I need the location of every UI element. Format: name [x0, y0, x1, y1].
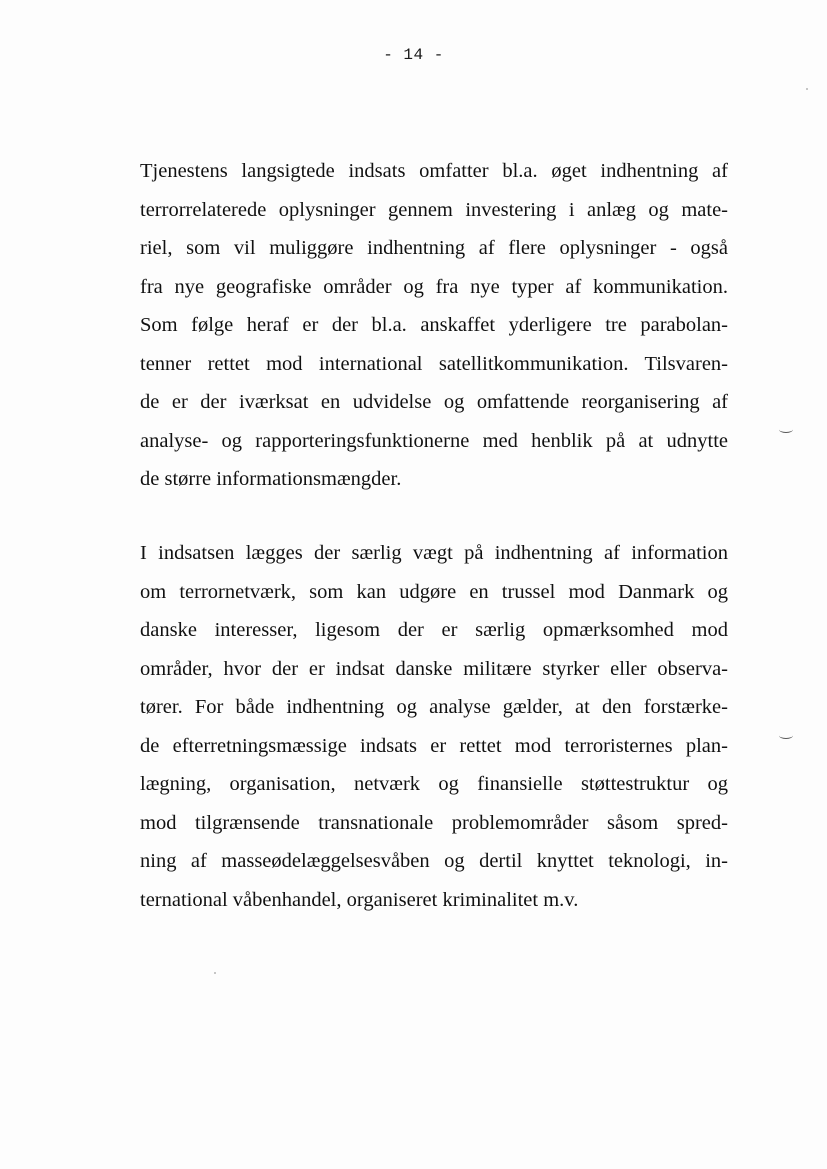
- page-number: - 14 -: [383, 46, 444, 64]
- margin-scan-mark: [779, 732, 793, 739]
- text-line: fra nye geografiske områder og fra nye typer af kommunikation.: [140, 275, 728, 298]
- text-line: ning af masseødelæggelsesvåben og dertil knyttet teknologi, in-: [140, 850, 728, 872]
- text-line: de er der iværksat en udvidelse og omfattende reorganisering af: [140, 391, 728, 413]
- text-line: ternational våbenhandel, organiseret kriminalitet m.v.: [140, 888, 579, 911]
- scan-speck: [214, 972, 216, 974]
- text-line: mod tilgrænsende transnationale problemområder såsom spred-: [140, 811, 728, 834]
- margin-scan-mark: [779, 426, 793, 433]
- text-line: tenner rettet mod international satellitkommunikation. Tilsvaren-: [140, 352, 728, 375]
- paragraph-1: [140, 152, 728, 499]
- text-line: tører. For både indhentning og analyse gælder, at den forstærke-: [140, 696, 728, 718]
- text-line: terrorrelaterede oplysninger gennem investering i anlæg og mate-: [140, 198, 728, 221]
- text-line: om terrornetværk, som kan udgøre en trussel mod Danmark og: [140, 580, 728, 603]
- text-line: danske interesser, ligesom der er særlig opmærksomhed mod: [140, 619, 728, 641]
- paragraph-2: [140, 534, 728, 919]
- text-line: Som følge heraf er der bl.a. anskaffet yderligere tre parabolan-: [140, 314, 728, 336]
- text-line: analyse- og rapporteringsfunktionerne med henblik på at udnytte: [140, 429, 728, 452]
- text-line: Tjenestens langsigtede indsats omfatter bl.a. øget indhentning af: [140, 160, 728, 182]
- text-line: områder, hvor der er indsat danske militære styrker eller observa-: [140, 657, 728, 680]
- text-line: de større informationsmængder.: [140, 468, 402, 490]
- scan-speck: [806, 88, 808, 90]
- text-line: de efterretningsmæssige indsats er rettet mod terroristernes plan-: [140, 734, 728, 757]
- text-line: I indsatsen lægges der særlig vægt på indhentning af information: [140, 542, 728, 564]
- text-line: riel, som vil muliggøre indhentning af flere oplysninger - også: [140, 237, 728, 259]
- text-line: lægning, organisation, netværk og finansielle støttestruktur og: [140, 773, 728, 795]
